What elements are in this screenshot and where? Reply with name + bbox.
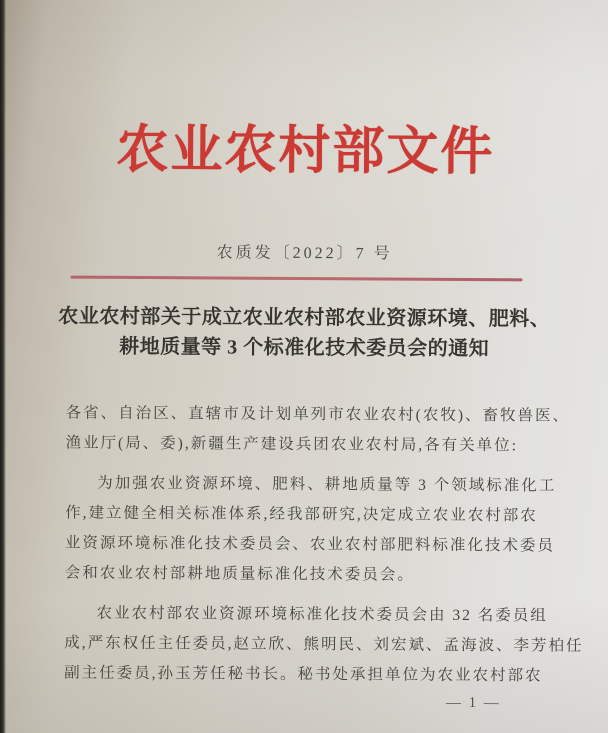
- letterhead-title: 农业农村部文件: [116, 121, 495, 182]
- body-line-para2-3: 业资源环境标准化技术委员会、农业农村部肥料标准化技术委员: [64, 534, 555, 555]
- document-number: 农质发〔2022〕7 号: [216, 244, 393, 263]
- body-line-para3-1: 农业农村部农业资源环境标准化技术委员会由 32 名委员组: [96, 604, 548, 625]
- body-line-para2-2: 作,建立健全相关标准体系,经我部研究,决定成立农业农村部农: [65, 504, 538, 525]
- notice-title-line2: 耕地质量等 3 个标准化技术委员会的通知: [119, 335, 490, 361]
- notice-title-line1: 农业农村部关于成立农业农村部农业资源环境、肥料、: [58, 305, 551, 331]
- body-line-para2-4: 会和农业农村部耕地质量标准化技术委员会。: [64, 564, 415, 584]
- document-body: [64, 399, 584, 692]
- body-line-para3-3: 副主任委员,孙玉芳任秘书长。秘书处承担单位为农业农村部农: [64, 664, 543, 685]
- red-divider-line: [71, 276, 523, 281]
- body-line-addressees-1: 各省、自治区、直辖市及计划单列市农业农村(农牧)、畜牧兽医、: [65, 404, 571, 425]
- body-line-addressees-2: 渔业厅(局、委),新疆生产建设兵团农业农村局,各有关单位:: [65, 434, 518, 455]
- notice-title: [30, 301, 578, 364]
- body-line-para2-1: 为加强农业资源环境、肥料、耕地质量等 3 个领域标准化工: [97, 474, 557, 495]
- page-number: — 1 —: [445, 694, 501, 712]
- body-line-para3-2: 成,严东权任主任委员,赵立欣、熊明民、刘宏斌、孟海波、李芳柏任: [64, 634, 584, 655]
